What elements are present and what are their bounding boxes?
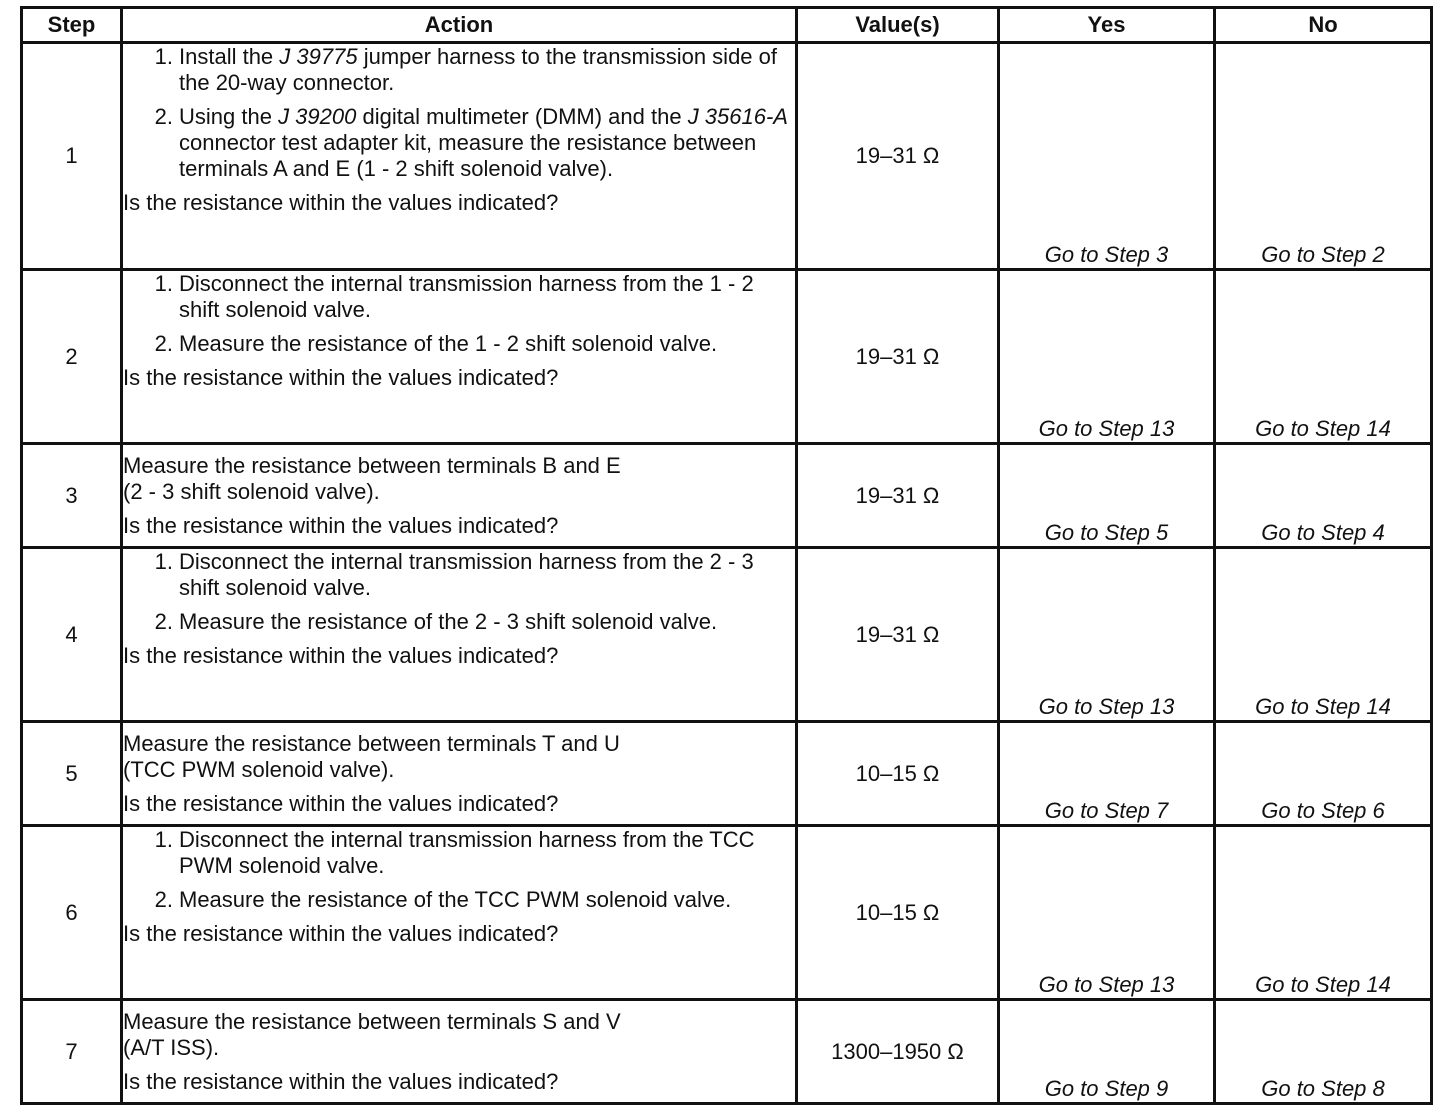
value-cell: 1300–1950 Ω [797, 1000, 999, 1104]
no-link: Go to Step 14 [1215, 270, 1432, 444]
value-cell: 19–31 Ω [797, 548, 999, 722]
tool-number: J 35616-A [687, 104, 788, 129]
step-number: 7 [22, 1000, 122, 1104]
table-row [22, 722, 1432, 826]
action-cell [122, 444, 797, 548]
step-number: 5 [22, 722, 122, 826]
action-line: Measure the resistance between terminals T and U [123, 731, 620, 756]
header-step: Step [22, 8, 122, 43]
action-list [123, 827, 795, 913]
action-question: Is the resistance within the values indicated? [123, 365, 559, 390]
action-cell [122, 722, 797, 826]
yes-link: Go to Step 13 [999, 548, 1215, 722]
step-number: 3 [22, 444, 122, 548]
action-line: Measure the resistance between terminals B and E [123, 453, 621, 478]
header-yes: Yes [999, 8, 1215, 43]
action-cell [122, 548, 797, 722]
action-question: Is the resistance within the values indicated? [123, 791, 559, 816]
yes-link: Go to Step 5 [999, 444, 1215, 548]
no-link: Go to Step 8 [1215, 1000, 1432, 1104]
action-list [123, 44, 795, 182]
yes-link: Go to Step 7 [999, 722, 1215, 826]
diagnostic-table [20, 6, 1433, 1105]
yes-link: Go to Step 9 [999, 1000, 1215, 1104]
action-question: Is the resistance within the values indicated? [123, 190, 559, 215]
value-cell: 19–31 Ω [797, 43, 999, 270]
action-question: Is the resistance within the values indicated? [123, 1069, 559, 1094]
header-action: Action [122, 8, 797, 43]
step-number: 1 [22, 43, 122, 270]
tool-number: J 39200 [278, 104, 357, 129]
yes-link: Go to Step 13 [999, 270, 1215, 444]
step-number: 6 [22, 826, 122, 1000]
yes-link: Go to Step 13 [999, 826, 1215, 1000]
action-cell [122, 43, 797, 270]
action-cell [122, 270, 797, 444]
action-item: 1. Install the J 39775 jumper harness to the transmission side of the 20-way connector. [154, 44, 777, 95]
table-row [22, 548, 1432, 722]
action-cell [122, 1000, 797, 1104]
step-number: 2 [22, 270, 122, 444]
header-no: No [1215, 8, 1432, 43]
action-line: (2 - 3 shift solenoid valve). [123, 479, 380, 504]
action-line: (A/T ISS). [123, 1035, 220, 1060]
step-number: 4 [22, 548, 122, 722]
no-link: Go to Step 2 [1215, 43, 1432, 270]
no-link: Go to Step 4 [1215, 444, 1432, 548]
table-row [22, 43, 1432, 270]
action-question: Is the resistance within the values indicated? [123, 643, 559, 668]
table-row [22, 1000, 1432, 1104]
action-line: (TCC PWM solenoid valve). [123, 757, 395, 782]
tool-number: J 39775 [279, 44, 358, 69]
yes-link: Go to Step 3 [999, 43, 1215, 270]
action-line: Measure the resistance between terminals S and V [123, 1009, 621, 1034]
table-row [22, 826, 1432, 1000]
header-row [22, 8, 1432, 43]
action-list [123, 271, 795, 357]
no-link: Go to Step 14 [1215, 826, 1432, 1000]
value-cell: 19–31 Ω [797, 270, 999, 444]
action-item: 2. Using the J 39200 digital multimeter (DMM) and the J 35616-A connector test adapter kit, measure the resistance between terminals A and E (1 - 2 shift solenoid valve). [154, 104, 788, 181]
action-item: 1. Disconnect the internal transmission harness from the TCC PWM solenoid valve. [154, 827, 755, 878]
action-item: 1. Disconnect the internal transmission harness from the 2 - 3 shift solenoid valve. [154, 549, 754, 600]
value-cell: 10–15 Ω [797, 826, 999, 1000]
action-question: Is the resistance within the values indicated? [123, 921, 559, 946]
action-item: 2. Measure the resistance of the TCC PWM solenoid valve. [154, 887, 732, 912]
value-cell: 10–15 Ω [797, 722, 999, 826]
no-link: Go to Step 14 [1215, 548, 1432, 722]
table-row [22, 270, 1432, 444]
table-row [22, 444, 1432, 548]
action-list [123, 549, 795, 635]
action-question: Is the resistance within the values indicated? [123, 513, 559, 538]
header-value: Value(s) [797, 8, 999, 43]
action-item: 1. Disconnect the internal transmission harness from the 1 - 2 shift solenoid valve. [154, 271, 754, 322]
value-cell: 19–31 Ω [797, 444, 999, 548]
action-item: 2. Measure the resistance of the 1 - 2 shift solenoid valve. [154, 331, 718, 356]
no-link: Go to Step 6 [1215, 722, 1432, 826]
action-cell [122, 826, 797, 1000]
action-item: 2. Measure the resistance of the 2 - 3 shift solenoid valve. [154, 609, 718, 634]
